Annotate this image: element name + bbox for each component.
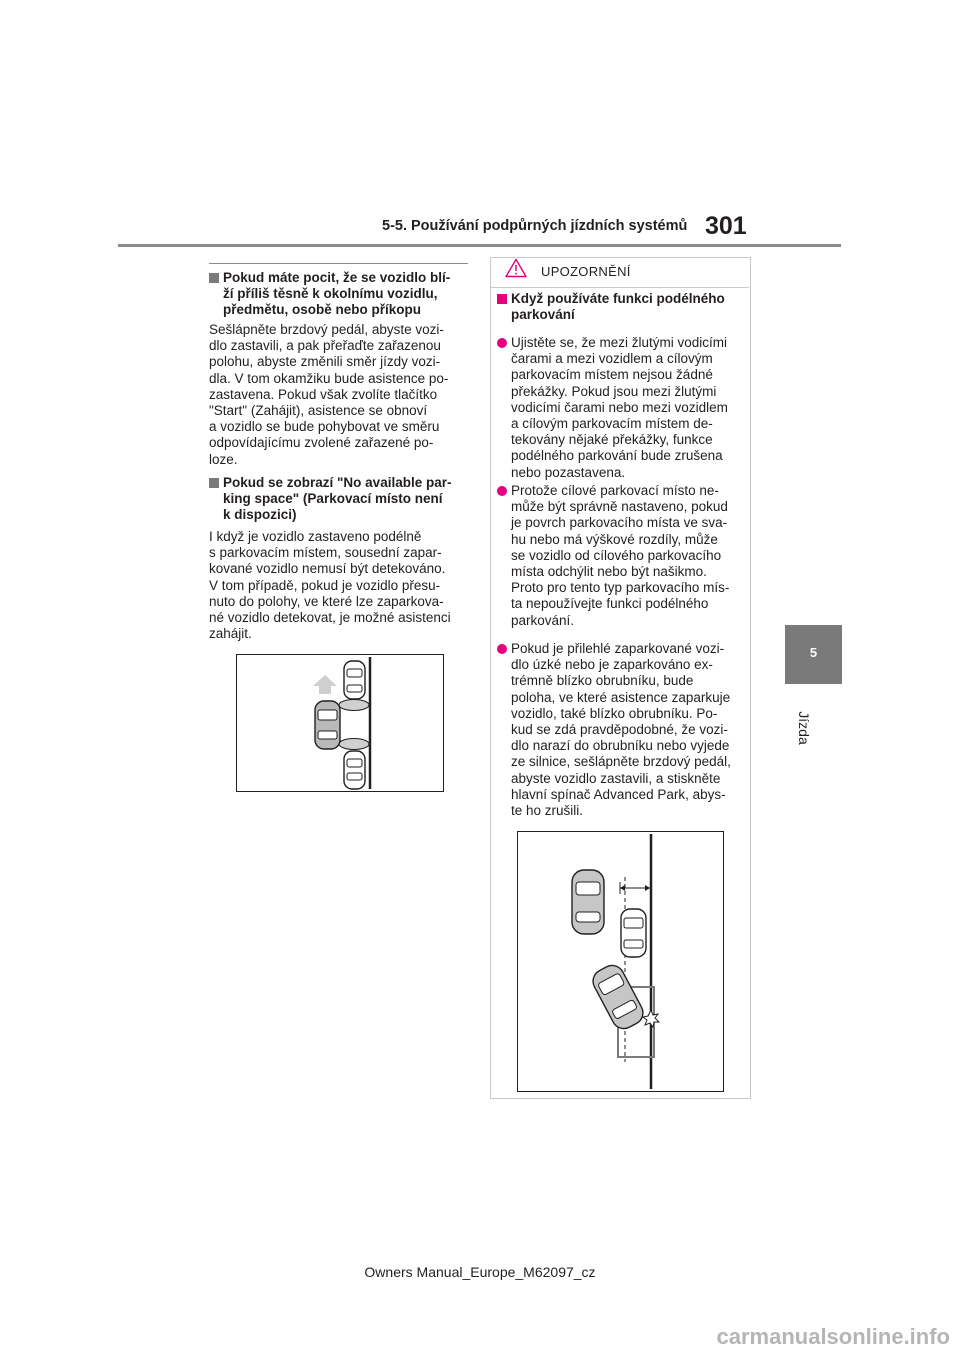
warning-triangle-icon bbox=[505, 258, 527, 278]
warning-bullet-text: Protože cílové parkovací místo ne- může být správně nastaveno, pokud je povrch parkovacího místa ve sva- hu nebo má výškové rozdíly, může se vozidlo od cílového parkovacího místa odchýlit nebo být našikmo. Proto pro tento typ parkovacího mís- ta nepoužívejte funkci podélného parkování. bbox=[511, 483, 730, 628]
own-car-reversing-icon bbox=[589, 961, 647, 1033]
illustration-curb-collision-svg bbox=[518, 832, 723, 1091]
heading-no-space bbox=[209, 475, 471, 523]
forward-arrow-icon bbox=[313, 675, 337, 694]
parked-car-front-icon bbox=[344, 661, 365, 699]
chapter-tab-label: Jízda bbox=[796, 711, 812, 745]
heading-square-icon bbox=[209, 478, 219, 488]
footer-doc-id: Owners Manual_Europe_M62097_cz bbox=[364, 1264, 596, 1280]
header-rule bbox=[118, 244, 841, 247]
heading-too-close-text: Pokud máte pocit, že se vozidlo blí- ží příliš těsně k okolnímu vozidlu, předmětu, osobě nebo příkopu bbox=[223, 270, 451, 317]
warning-heading-text: Když používáte funkci podélného parkování bbox=[511, 291, 725, 322]
warning-bullet-text: Pokud je přilehlé zaparkované vozi- dlo úzké nebo je zaparkováno ex- trémně blízko obrubníku, bude poloha, ve které asistence zaparkuje vozidlo, také blízko obrubníku. Po- kud se zdá pravděpodobné, že vozi- dlo narazí do obrubníku nebo vyjede ze silnice, sešlápněte brzdový pedál, abyste vozidlo zastavili, a stiskněte hlavní spínač Advanced Park, abys- te ho zrušili. bbox=[511, 641, 731, 819]
heading-too-close bbox=[209, 270, 469, 318]
paragraph-too-close: Sešlápněte brzdový pedál, abyste vozi- dlo zastavili, a pak přeřaďte zařazenou polohu, abyste změnili směr jízdy vozi- dla. V tom okamžiku bude asistence po- zastavena. Pokud však zvolíte tlačítko "Start" (Zahájit), asistence se obnoví a vozidlo se bude pohybovat ve směru odpovídajícímu zvolené zařazené po- loze. bbox=[209, 322, 449, 467]
warning-bullet bbox=[497, 641, 747, 819]
bullet-dot-icon bbox=[497, 338, 507, 348]
watermark: carmanualsonline.info bbox=[716, 1324, 950, 1349]
heading-square-icon bbox=[209, 273, 219, 283]
page-number: 301 bbox=[705, 212, 747, 240]
warning-title: UPOZORNĚNÍ bbox=[541, 264, 631, 279]
collision-star-icon bbox=[643, 1010, 659, 1027]
chapter-tab-number: 5 bbox=[809, 645, 818, 660]
warning-header-rule bbox=[491, 287, 749, 288]
illustration-detection bbox=[236, 654, 444, 792]
section-title: 5-5. Používání podpůrných jízdních systémů bbox=[382, 218, 688, 234]
bullet-dot-icon bbox=[497, 644, 507, 654]
parked-car-icon bbox=[572, 870, 604, 934]
illustration-detection-svg bbox=[237, 655, 443, 791]
paragraph-no-space: I když je vozidlo zastaveno podélně s parkovacím místem, sousední zapar- kované vozidlo nemusí být detekováno. V tom případě, pokud je vozidlo přesu- nuto do polohy, ve které lze zaparkova- né vozidlo detekovat, je možné asistenci zahájit. bbox=[209, 529, 451, 642]
warning-heading bbox=[497, 291, 747, 323]
heading-no-space-text: Pokud se zobrazí "No available par- king space" (Parkovací místo není k dispozici) bbox=[223, 475, 452, 522]
warning-bullet-text: Ujistěte se, že mezi žlutými vodicími čarami a mezi vozidlem a cílovým parkovacím místem nejsou žádné překážky. Pokud jsou mezi žlutými vodicími čarami nebo mezi vozidlem a cílovým parkovacím místem de- tekovány nějaké překážky, funkce podélného parkování bude zrušena nebo pozastavena. bbox=[511, 335, 728, 480]
left-column-rule bbox=[209, 263, 468, 264]
own-car-icon bbox=[315, 701, 340, 749]
bullet-dot-icon bbox=[497, 486, 507, 496]
warning-bullet bbox=[497, 483, 747, 629]
parked-car-rear-icon bbox=[344, 751, 365, 789]
warning-bullet bbox=[497, 335, 747, 481]
illustration-curb-collision bbox=[517, 831, 724, 1092]
heading-square-icon bbox=[497, 294, 507, 304]
narrow-parked-car-icon bbox=[621, 909, 646, 957]
